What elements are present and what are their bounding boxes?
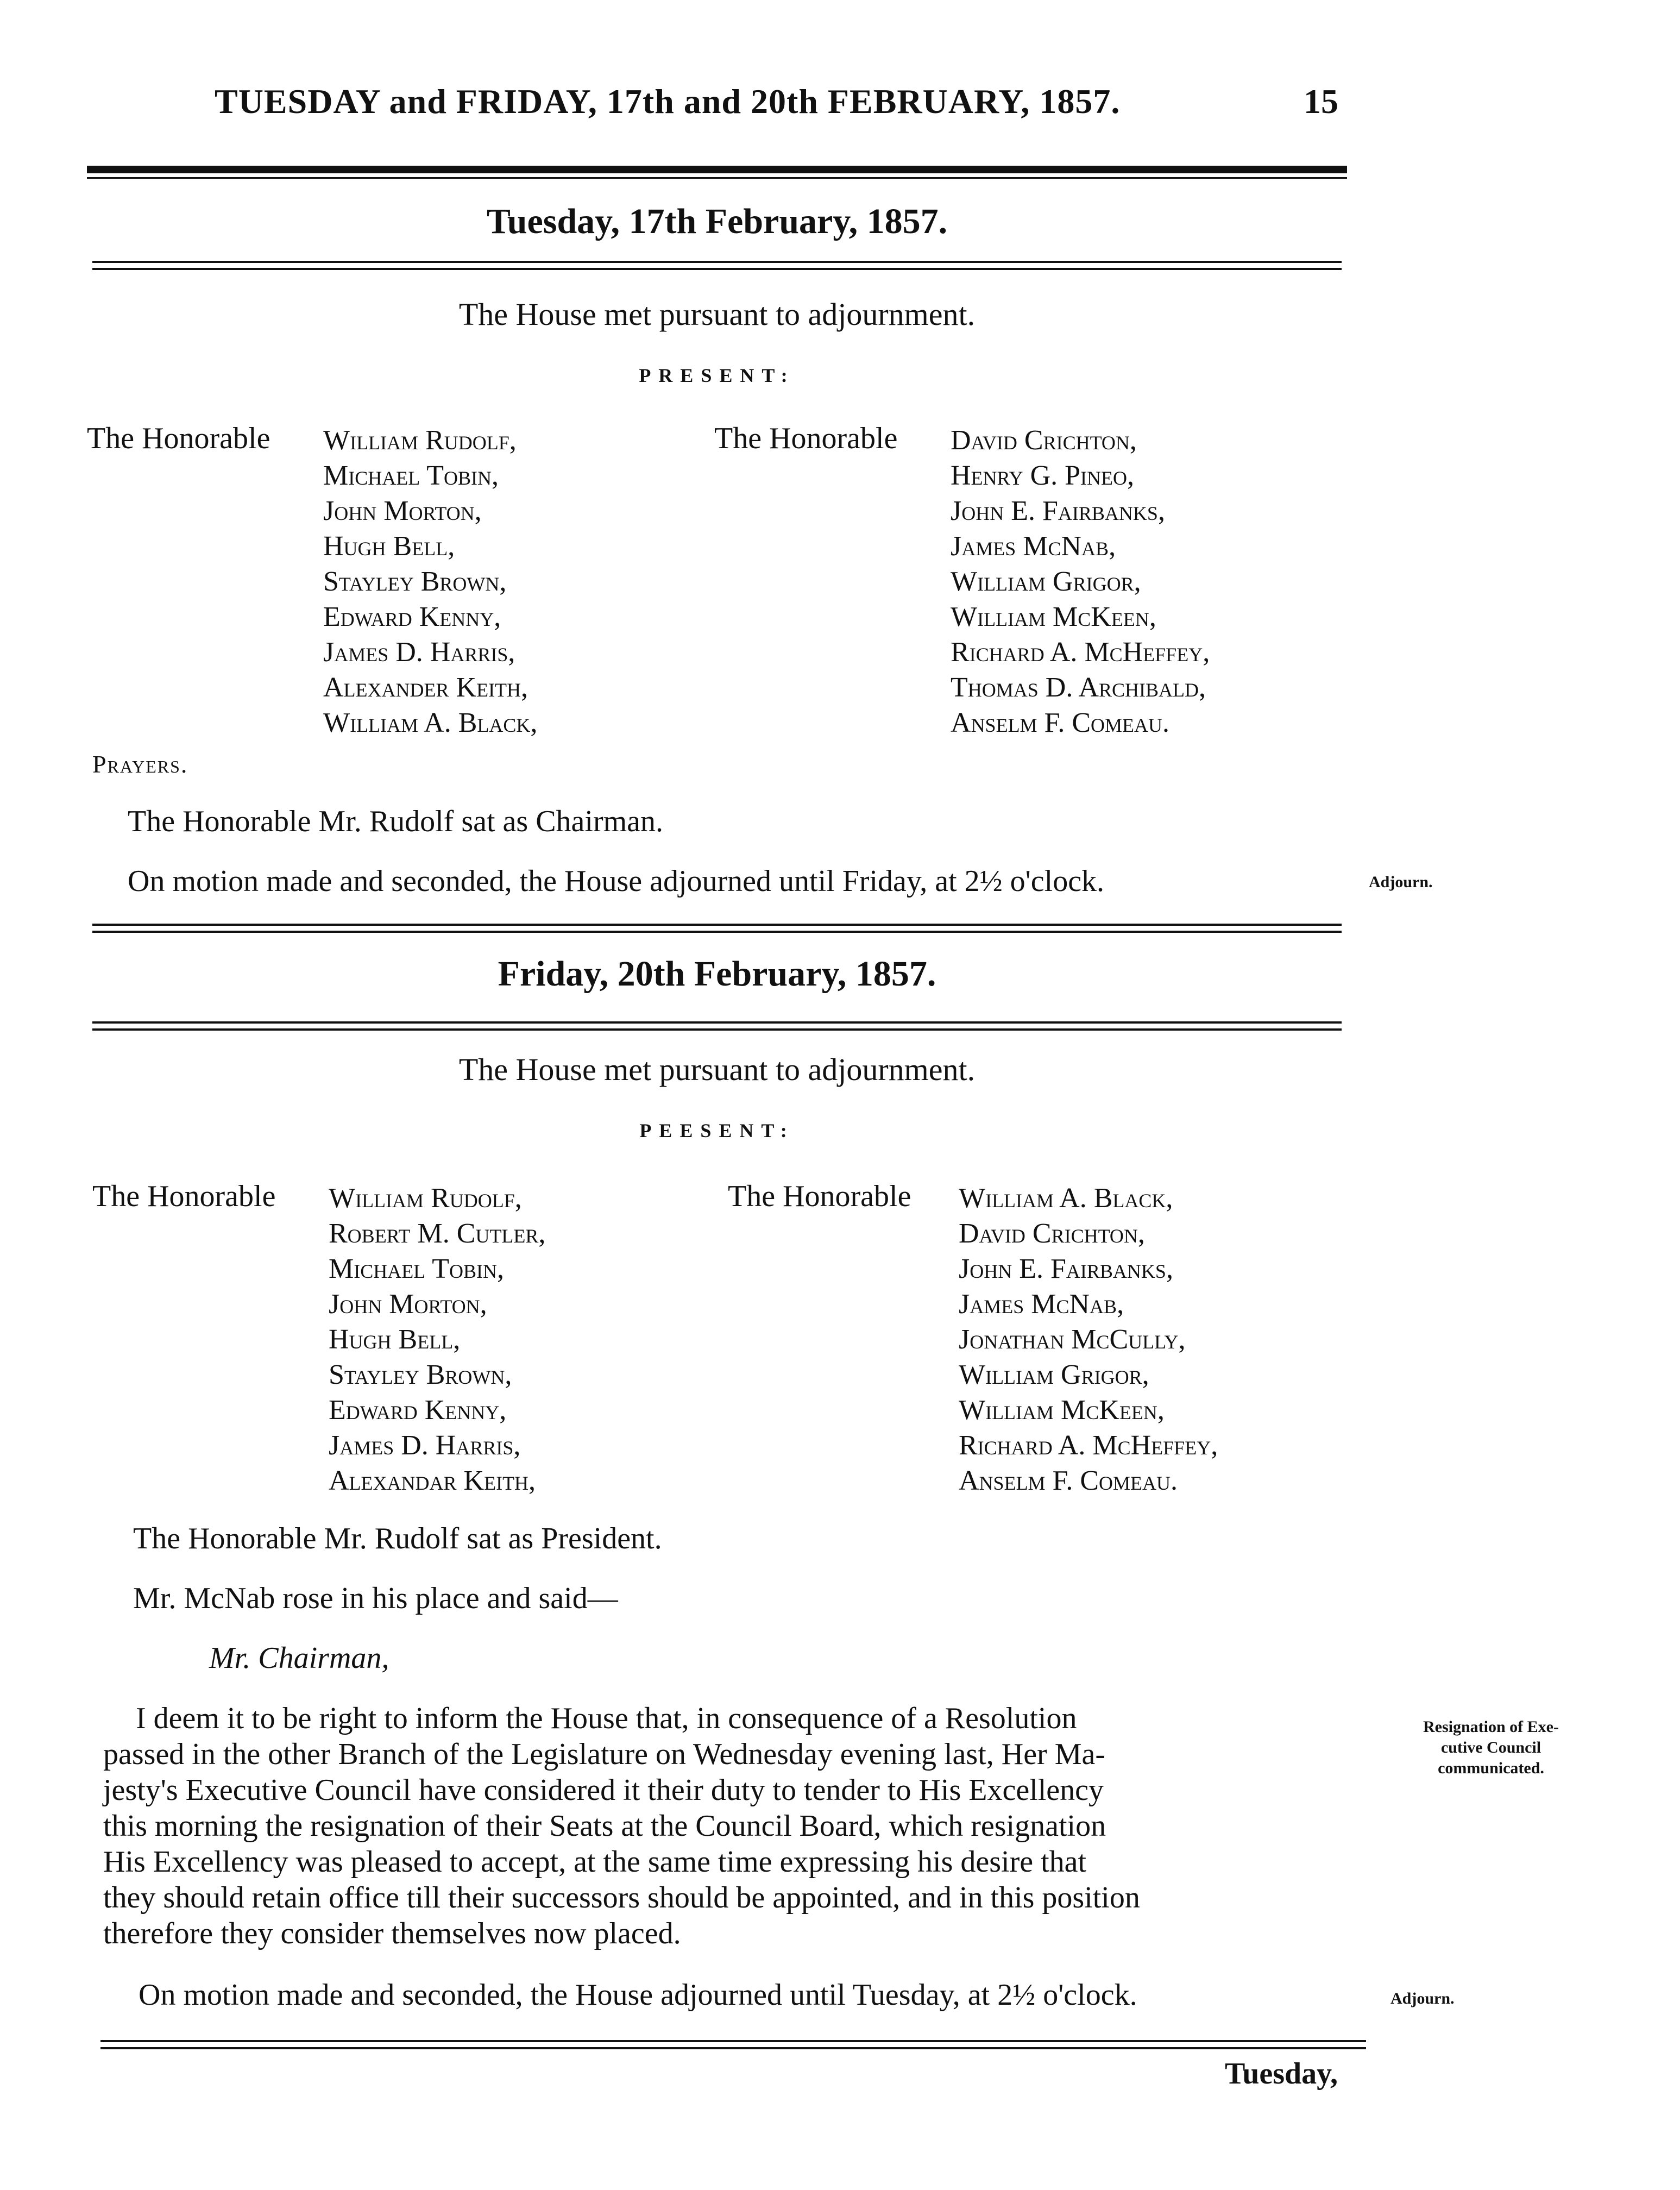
- tuesday-heading: Tuesday, 17th February, 1857.: [486, 202, 948, 241]
- friday-salutation: Mr. Chairman,: [209, 1641, 389, 1675]
- member-name: John E. Fairbanks,: [959, 1253, 1173, 1284]
- member-name: James D. Harris,: [329, 1430, 521, 1461]
- member-name: Henry G. Pineo,: [951, 460, 1135, 491]
- running-header: TUESDAY and FRIDAY, 17th and 20th FEBRUARY, 1857.: [215, 82, 1121, 121]
- tuesday-adjourned: On motion made and seconded, the House adjourned until Friday, at 2½ o'clock.: [128, 864, 1105, 898]
- member-name: Edward Kenny,: [323, 601, 501, 632]
- tuesday-left-names: [323, 423, 537, 741]
- member-name: David Crichton,: [959, 1218, 1145, 1249]
- member-name: James McNab,: [951, 531, 1116, 562]
- member-name: Alexander Keith,: [323, 672, 528, 703]
- member-name: James D. Harris,: [323, 637, 515, 668]
- speech-line: I deem it to be right to inform the House that, in consequence of a Resolution: [136, 1702, 1077, 1735]
- speech-line: this morning the resignation of their Seats at the Council Board, which resignation: [103, 1809, 1106, 1843]
- member-name: William McKeen,: [959, 1395, 1165, 1426]
- member-name: Richard A. McHeffey,: [951, 637, 1210, 668]
- friday-honorable-left: The Honorable: [92, 1179, 276, 1213]
- friday-honorable-right: The Honorable: [728, 1179, 911, 1213]
- tuesday-adjourn-note: Adjourn.: [1369, 873, 1433, 891]
- member-name: William Rudolf,: [323, 425, 517, 456]
- tuesday-chairman: The Honorable Mr. Rudolf sat as Chairman.: [128, 805, 664, 838]
- friday-adjourn-note: Adjourn.: [1390, 1990, 1455, 2007]
- speech-line: passed in the other Branch of the Legislature on Wednesday evening last, Her Ma-: [103, 1737, 1105, 1771]
- member-name: Stayley Brown,: [323, 566, 507, 597]
- friday-speech: [103, 1700, 1363, 1951]
- friday-heading: Friday, 20th February, 1857.: [498, 954, 936, 994]
- speech-line: jesty's Executive Council have considered it their duty to tender to His Excellency: [103, 1773, 1104, 1807]
- member-name: David Crichton,: [951, 425, 1137, 456]
- friday-end-rule: [100, 2040, 1366, 2049]
- resignation-note-line: communicated.: [1438, 1759, 1544, 1777]
- member-name: Jonathan McCully,: [959, 1324, 1186, 1355]
- friday-left-names: [329, 1181, 545, 1498]
- member-name: John E. Fairbanks,: [951, 495, 1165, 526]
- member-name: Anselm F. Comeau.: [959, 1465, 1178, 1496]
- member-name: Anselm F. Comeau.: [951, 707, 1169, 738]
- catchword: Tuesday,: [1225, 2057, 1338, 2091]
- friday-mcnab-rose: Mr. McNab rose in his place and said—: [133, 1582, 618, 1615]
- resignation-note-line: Resignation of Exe-: [1423, 1718, 1559, 1736]
- friday-present-label: PEESENT:: [639, 1120, 795, 1141]
- member-name: Thomas D. Archibald,: [951, 672, 1206, 703]
- tuesday-honorable-right: The Honorable: [714, 422, 898, 455]
- header-rule-thin: [87, 177, 1347, 179]
- member-name: John Morton,: [323, 495, 482, 526]
- member-name: James McNab,: [959, 1289, 1124, 1320]
- member-name: William A. Black,: [323, 707, 538, 738]
- speech-line: His Excellency was pleased to accept, at the same time expressing his desire that: [103, 1845, 1087, 1879]
- resignation-note-line: cutive Council: [1440, 1739, 1541, 1756]
- friday-right-names: [959, 1181, 1218, 1498]
- tuesday-met: The House met pursuant to adjournment.: [458, 297, 976, 332]
- member-name: Hugh Bell,: [323, 531, 455, 562]
- prayers: Prayers.: [92, 750, 188, 778]
- speech-line: therefore they consider themselves now placed.: [103, 1917, 681, 1950]
- member-name: William Grigor,: [951, 566, 1141, 597]
- member-name: Robert M. Cutler,: [329, 1218, 546, 1249]
- friday-president: The Honorable Mr. Rudolf sat as President.: [133, 1522, 662, 1555]
- tuesday-honorable-left: The Honorable: [87, 422, 270, 455]
- member-name: Michael Tobin,: [329, 1253, 505, 1284]
- member-name: Hugh Bell,: [329, 1324, 461, 1355]
- tuesday-heading-rule: [92, 261, 1342, 270]
- member-name: William Rudolf,: [329, 1183, 522, 1214]
- resignation-note: [1382, 1717, 1600, 1779]
- member-name: Alexandar Keith,: [329, 1465, 536, 1496]
- member-name: William Grigor,: [959, 1359, 1149, 1390]
- tuesday-end-rule: [92, 924, 1342, 933]
- member-name: Michael Tobin,: [323, 460, 499, 491]
- page-number: 15: [1304, 82, 1338, 121]
- member-name: Edward Kenny,: [329, 1395, 507, 1426]
- friday-met: The House met pursuant to adjournment.: [458, 1052, 976, 1087]
- member-name: William McKeen,: [951, 601, 1156, 632]
- member-name: William A. Black,: [959, 1183, 1173, 1214]
- speech-line: they should retain office till their successors should be appointed, and in this position: [103, 1881, 1140, 1915]
- friday-adjourned: On motion made and seconded, the House adjourned until Tuesday, at 2½ o'clock.: [139, 1978, 1137, 2012]
- member-name: Richard A. McHeffey,: [959, 1430, 1218, 1461]
- tuesday-right-names: [951, 423, 1210, 741]
- member-name: John Morton,: [329, 1289, 487, 1320]
- tuesday-present-label: PRESENT:: [639, 365, 795, 386]
- member-name: Stayley Brown,: [329, 1359, 512, 1390]
- header-rule: [87, 166, 1347, 173]
- friday-heading-rule: [92, 1021, 1342, 1031]
